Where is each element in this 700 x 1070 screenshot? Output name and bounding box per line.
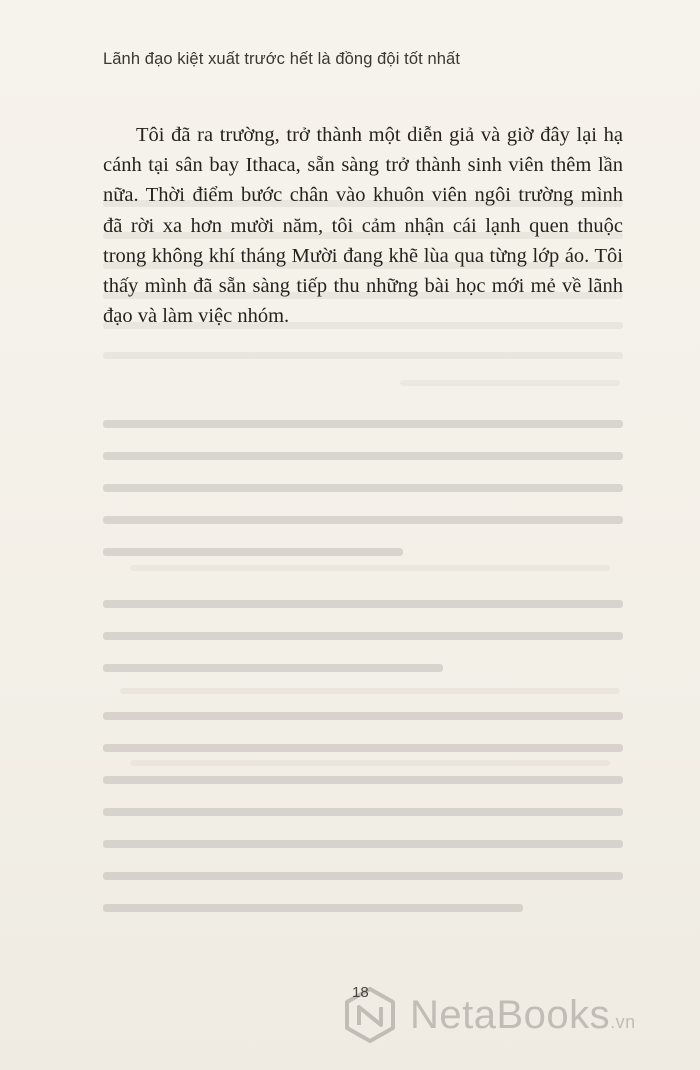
watermark-brand: NetaBooks [410,993,611,1037]
netabooks-logo-icon [340,985,400,1045]
body-paragraph: Tôi đã ra trường, trở thành một diễn giả và giờ đây lại hạ cánh tại sân bay Ithaca, sẵn sàng trở thành sinh viên thêm lần nữa. Thời điểm bước chân vào khuôn viên ngôi trường mình đã rời xa hơn mười năm, tôi cảm nhận cái lạnh quen thuộc trong không khí tháng Mười đang khẽ lùa qua từng lớp áo. Tôi thấy mình đã sẵn sàng tiếp thu những bài học mới mẻ về lãnh đạo và làm việc nhóm. [103,124,623,328]
watermark-text [410,995,636,1035]
netabooks-watermark [340,985,636,1045]
running-header: Lãnh đạo kiệt xuất trước hết là đồng đội tốt nhất [103,50,460,68]
body-text [103,120,623,331]
page-number: 18 [352,984,369,1001]
watermark-suffix: .vn [610,1012,636,1032]
